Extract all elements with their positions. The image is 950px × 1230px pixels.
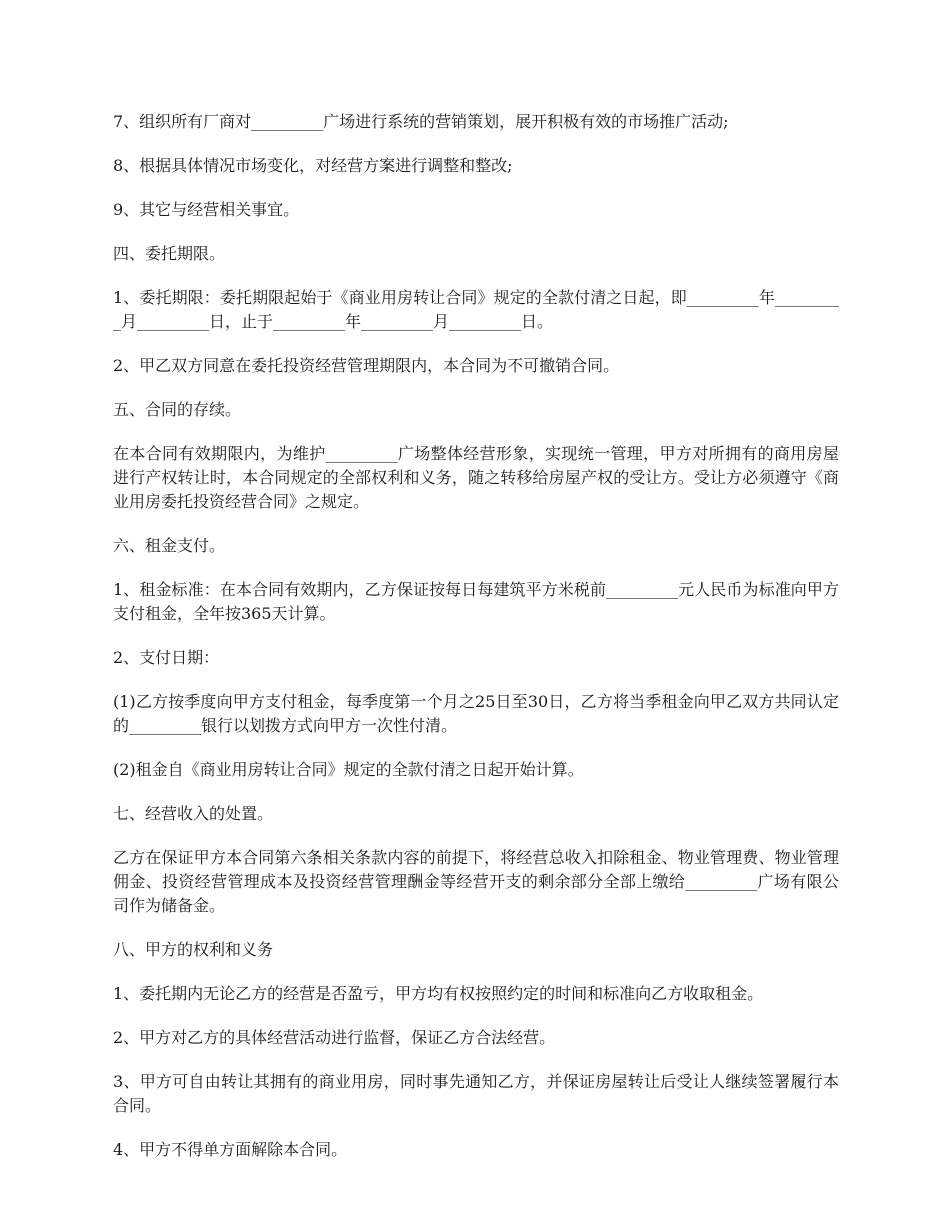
section-heading-continuation: 五、合同的存续。 [113,400,242,419]
section-heading-party-a: 八、甲方的权利和义务 [113,940,274,959]
term-clause-1: 1、委托期限：委托期限起始于《商业用房转让合同》规定的全款付清之日起，即_________年_________月_________日，止于_________年_________月_________日。 [113,288,839,331]
section-heading-term: 四、委托期限。 [113,244,226,263]
income-clause: 乙方在保证甲方本合同第六条相关条款内容的前提下，将经营总收入扣除租金、物业管理费、物业管理佣金、投资经营管理成本及投资经营管理酬金等经营开支的剩余部分全部上缴给_________广场有限公司作为储备金。 [113,848,839,915]
clause-7-marketing: 7、组织所有厂商对_________广场进行系统的营销策划，展开积极有效的市场推广活动; [113,112,729,131]
party-a-clause-4: 4、甲方不得单方面解除本合同。 [113,1140,348,1159]
party-a-clause-3: 3、甲方可自由转让其拥有的商业用房，同时事先通知乙方，并保证房屋转让后受让人继续签署履行本合同。 [113,1072,839,1115]
rent-clause-2: 2、支付日期： [113,648,220,667]
party-a-clause-1: 1、委托期内无论乙方的经营是否盈亏，甲方均有权按照约定的时间和标准向乙方收取租金。 [113,984,764,1003]
rent-clause-1: 1、租金标准：在本合同有效期内，乙方保证按每日每建筑平方米税前_________元人民币为标准向甲方支付租金，全年按365天计算。 [113,580,839,623]
rent-clause-2-1: (1)乙方按季度向甲方支付租金，每季度第一个月之25日至30日，乙方将当季租金向甲乙双方共同认定的_________银行以划拨方式向甲方一次性付清。 [113,692,839,735]
section-heading-rent: 六、租金支付。 [113,536,226,555]
party-a-clause-2: 2、甲方对乙方的具体经营活动进行监督，保证乙方合法经营。 [113,1028,556,1047]
rent-clause-2-2: (2)租金自《商业用房转让合同》规定的全款付清之日起开始计算。 [113,760,584,779]
clause-8-adjustment: 8、根据具体情况市场变化，对经营方案进行调整和整改; [113,156,513,175]
document-body [113,110,839,1182]
term-clause-2: 2、甲乙双方同意在委托投资经营管理期限内，本合同为不可撤销合同。 [113,356,620,375]
clause-9-other: 9、其它与经营相关事宜。 [113,200,300,219]
section-heading-income: 七、经营收入的处置。 [113,804,274,823]
continuation-clause: 在本合同有效期限内，为维护_________广场整体经营形象，实现统一管理，甲方对所拥有的商用房屋进行产权转让时，本合同规定的全部权利和义务，随之转移给房屋产权的受让方。受让方必须遵守《商业用房委托投资经营合同》之规定。 [113,444,839,511]
